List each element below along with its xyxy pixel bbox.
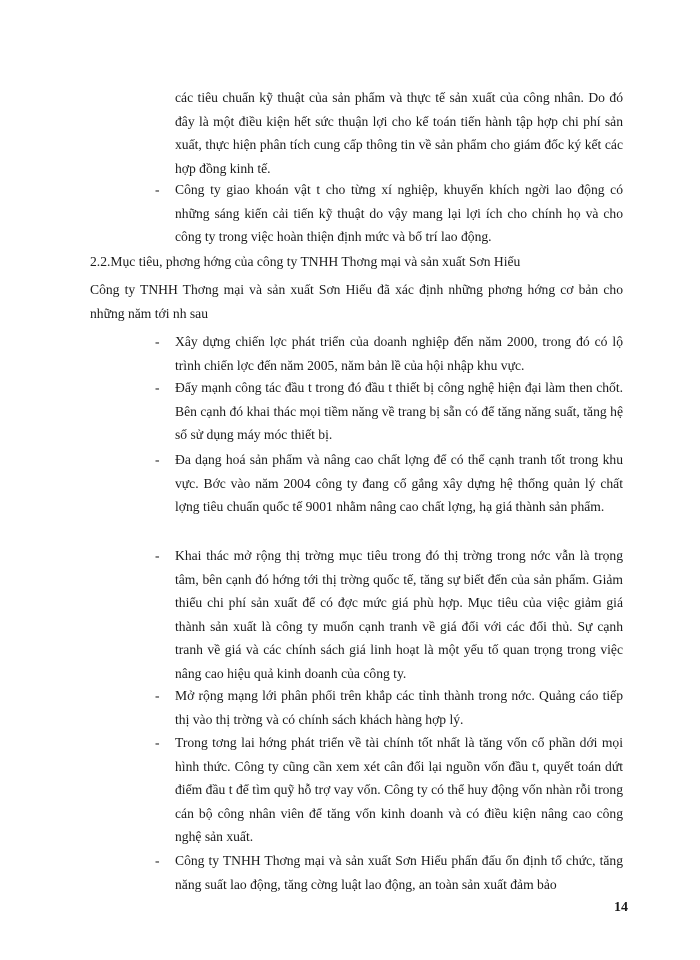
dash-bullet: - [155,182,160,197]
list-item-text: Trong tơng lai hớng phát triển về tài chính tốt nhất là tăng vốn cổ phần dới mọi hình thức. Công ty cũng cần xem xét cân đối lại nguồn vốn đầu t, quyết toán dứt điểm đầu t để tìm quỹ hỗ trợ vay vốn. Công ty có thể huy động vốn nhàn rỗi trong cán bộ công nhân viên để tăng vốn kinh doanh và có điều kiện nâng cao công nghệ sản xuất. [175,735,623,844]
continuation-paragraph: các tiêu chuẩn kỹ thuật của sản phẩm và thực tế sản xuất của công nhân. Do đó đây là một điều kiện hết sức thuận lợi cho kế toán tiến hành tập hợp chi phí sản xuất, thực hiện phân tích cung cấp thông tin về sản phẩm cho giám đốc ký kết các hợp đồng kinh tế. [175,90,623,176]
list-item-text: Công ty TNHH Thơng mại và sản xuất Sơn Hiếu phấn đấu ổn định tổ chức, tăng năng suất lao động, tăng cờng luật lao động, an toàn sản xuất đảm bảo [175,853,623,892]
list-item-text: Đẩy mạnh công tác đầu t trong đó đầu t thiết bị công nghệ hiện đại làm then chốt. Bên cạnh đó khai thác mọi tiềm năng về trang bị sẵn có để tăng năng suất, tăng hệ số sử dụng máy móc thiết bị. [175,380,623,442]
intro-paragraph: Công ty TNHH Thơng mại và sản xuất Sơn Hiếu đã xác định những phơng hớng cơ bản cho những năm tới nh sau [90,282,623,321]
list-item-text: Mở rộng mạng lới phân phối trên khắp các tỉnh thành trong nớc. Quảng cáo tiếp thị vào thị trờng và có chính sách khách hàng hợp lý. [175,688,623,727]
page-number: 14 [614,900,628,915]
dash-bullet: - [155,548,160,563]
list-item-text: Đa dạng hoá sản phẩm và nâng cao chất lợng để có thể cạnh tranh tốt trong khu vực. Bớc vào năm 2004 công ty đang cố gắng xây dựng hệ thống quản lý chất lợng tiêu chuẩn quốc tế 9001 nhằm nâng cao chất lợng, hạ giá thành sản phẩm. [175,452,623,514]
dash-bullet: - [155,380,160,395]
dash-bullet: - [155,452,160,467]
dash-bullet: - [155,853,160,868]
dash-bullet: - [155,688,160,703]
list-item-text: Xây dựng chiến lợc phát triển của doanh nghiệp đến năm 2000, trong đó có lộ trình chiến lợc đến năm 2005, năm bản lề của hội nhập khu vực. [175,334,623,373]
dash-bullet: - [155,334,160,349]
section-heading: 2.2.Mục tiêu, phơng hớng của công ty TNHH Thơng mại và sản xuất Sơn Hiếu [90,254,521,269]
list-item-text: Khai thác mở rộng thị trờng mục tiêu trong đó thị trờng trong nớc vẫn là trọng tâm, bên cạnh đó hớng tới thị trờng quốc tế, tăng sự biết đến của sản phẩm. Giảm thiểu chi phí sản xuất để có đợc mức giá phù hợp. Mục tiêu của việc giảm giá thành sản xuất là công ty muốn cạnh tranh về giá đối với các đối thủ. Sự cạnh tranh về giá và các chính sách giá linh hoạt là một yếu tố quan trọng trong việc nâng cao hiệu quả kinh doanh của công ty. [175,548,623,681]
list-item-text: Công ty giao khoán vật t cho từng xí nghiệp, khuyến khích ngời lao động có những sáng kiến cải tiến kỹ thuật do vậy mang lại lợi ích cho chính họ và cho công ty trong việc hoàn thiện định mức và bố trí lao động. [175,182,623,244]
dash-bullet: - [155,735,160,750]
